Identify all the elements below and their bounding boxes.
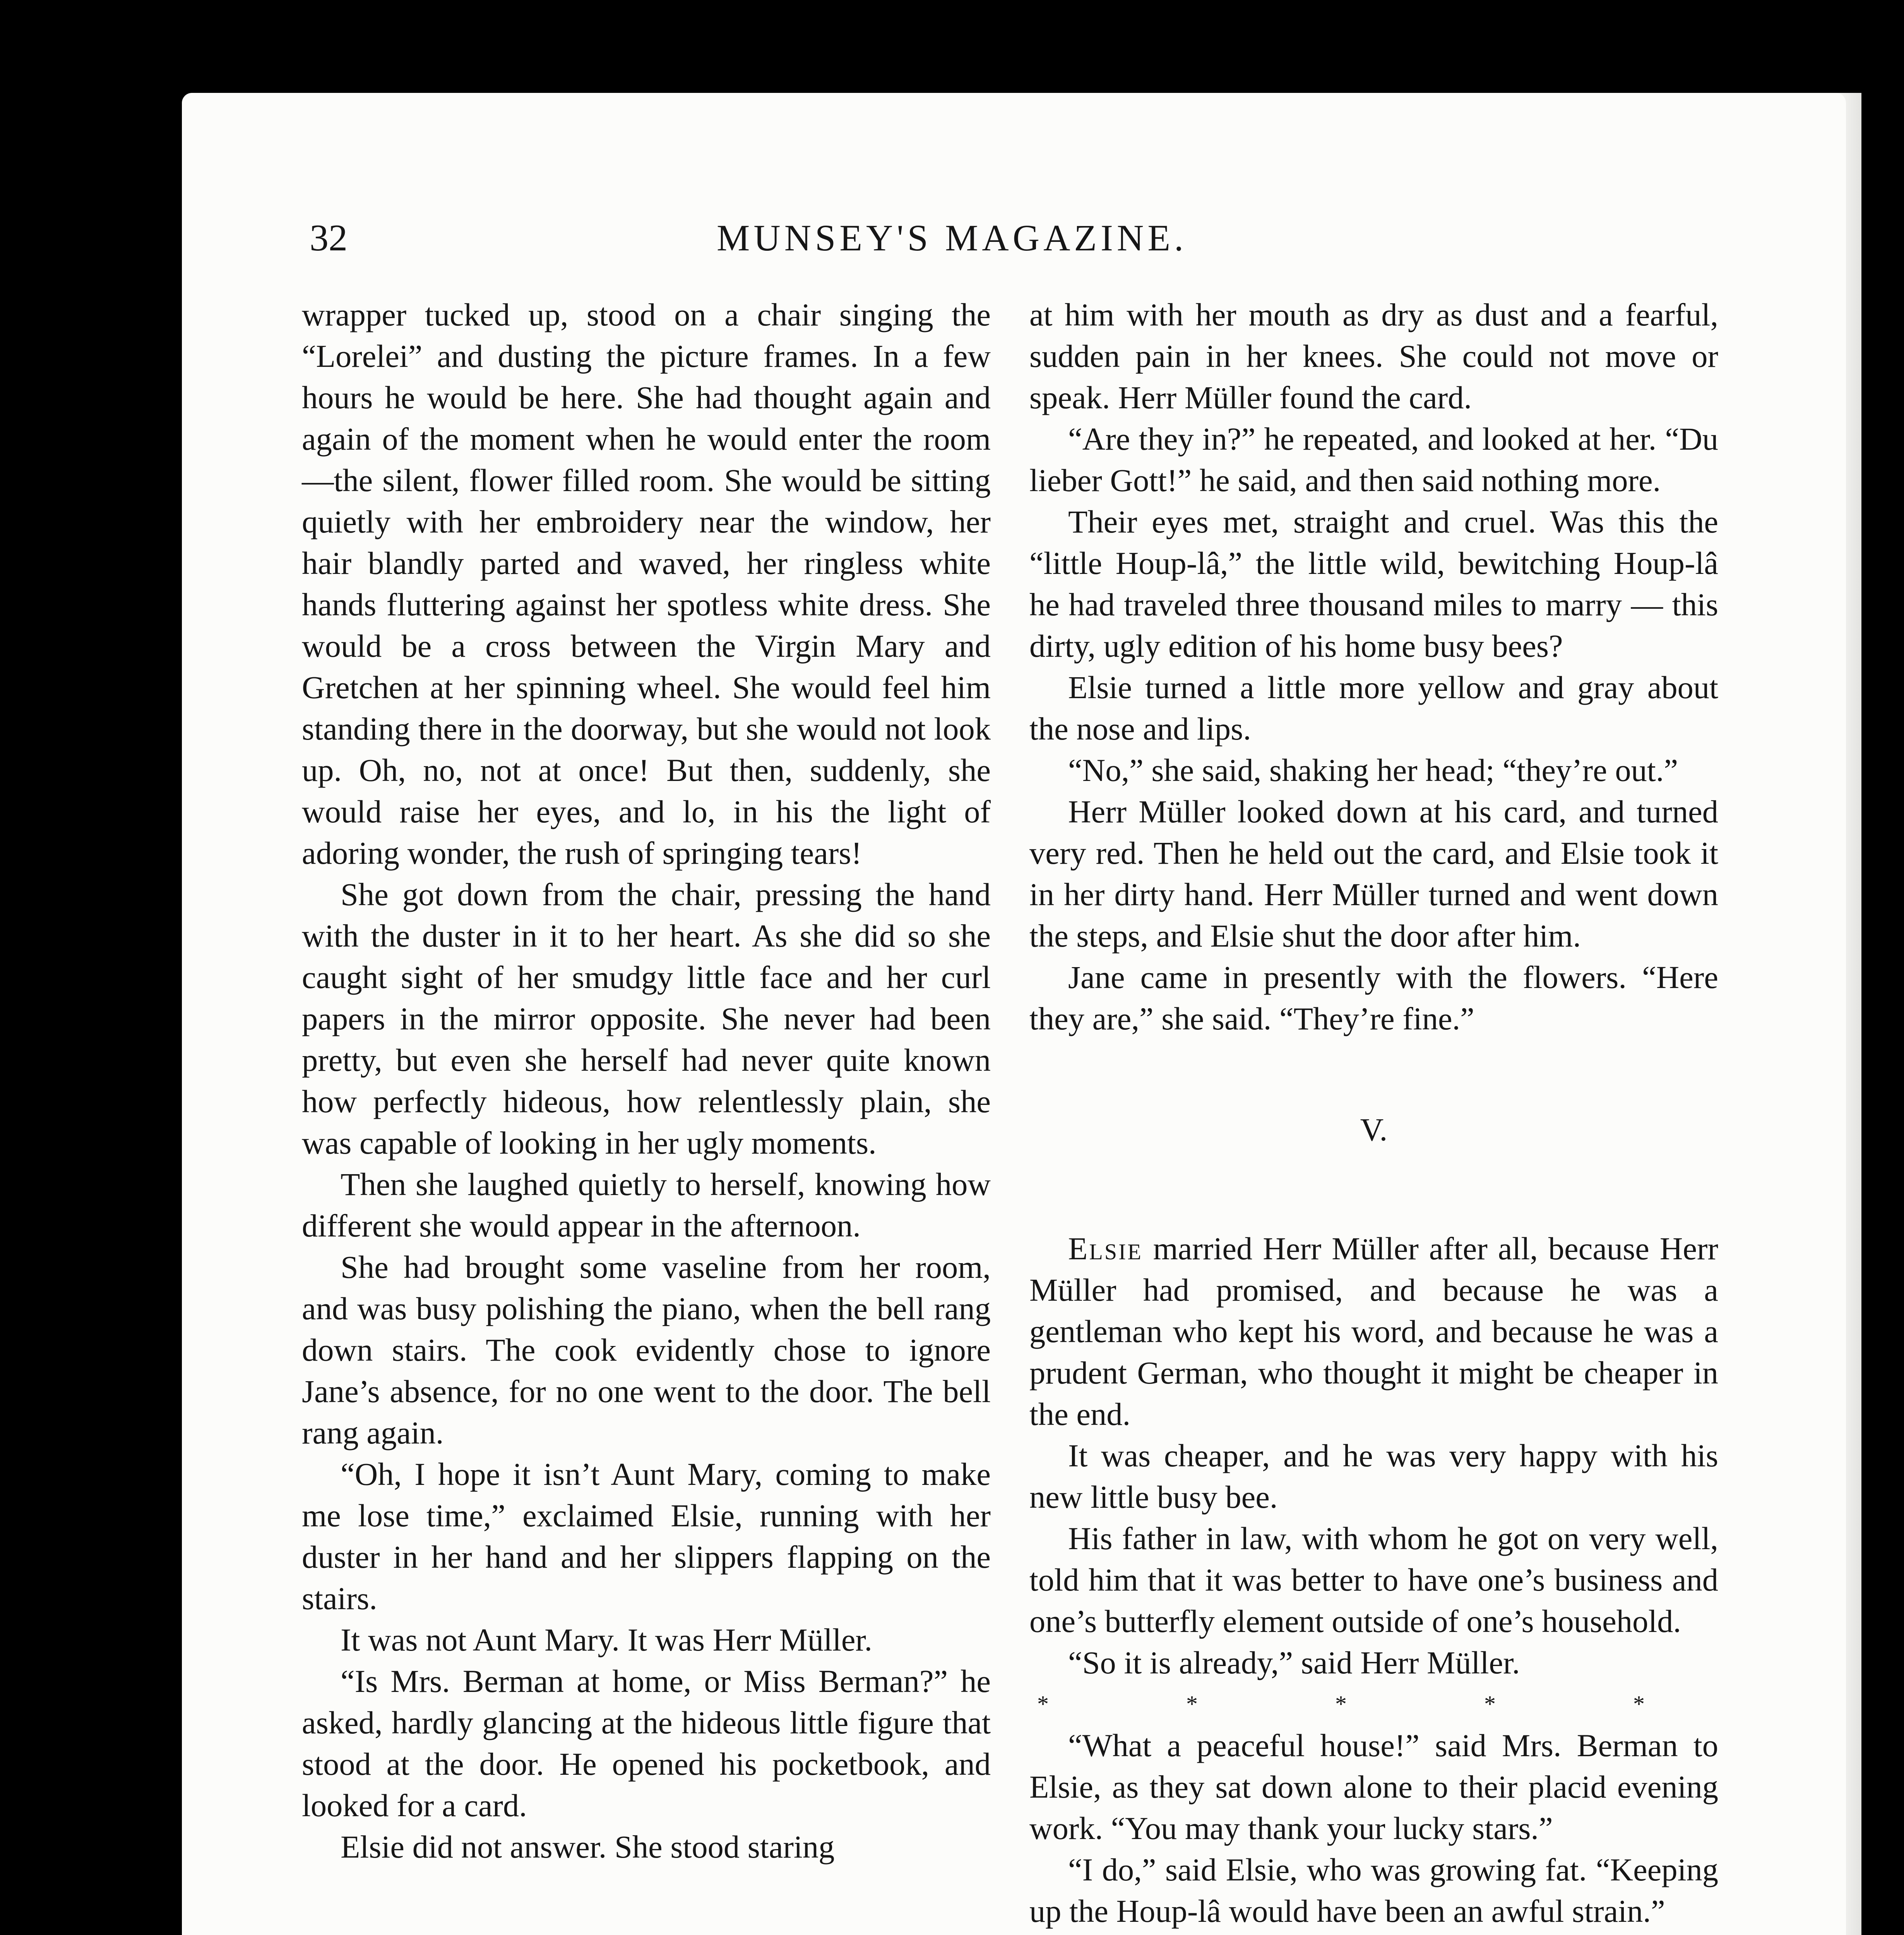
right-column [1029, 294, 1718, 1932]
paragraph: She had brought some vaseline from her room, and was busy polishing the piano, when the bell rang down stairs. The cook evidently chose to ignore Jane’s absence, for no one went to the door. The bell rang again. [302, 1249, 991, 1450]
paragraph: wrapper tucked up, stood on a chair singing the “Lorelei” and dusting the picture frames. In a few hours he would be here. She had thought again and again of the moment when he would enter the room—the silent, flower filled room. She would be sitting quietly with her embroidery near the window, her hair blandly parted and waved, her ringless white hands fluttering against her spotless white dress. She would be a cross between the Virgin Mary and Gretchen at her spinning wheel. She would feel him standing there in the doorway, but she would not look up. Oh, no, not at once! But then, suddenly, she would raise her eyes, and lo, in his the light of adoring wonder, the rush of springing tears! [302, 297, 991, 871]
paragraph: “No,” she said, shaking her head; “they’re out.” [1068, 752, 1678, 788]
section-break-stars: * * * * * [1037, 1691, 1711, 1717]
right-column-top [1029, 294, 1718, 1039]
paragraph: Then she laughed quietly to herself, knowing how different she would appear in the afternoon. [302, 1166, 991, 1243]
paragraph: “Is Mrs. Berman at home, or Miss Berman?” he asked, hardly glancing at the hideous little figure that stood at the door. He opened his pocketbook, and looked for a card. [302, 1663, 991, 1823]
paragraph: “Oh, I hope it isn’t Aunt Mary, coming to make me lose time,” exclaimed Elsie, running with her duster in her hand and her slippers flapping on the stairs. [302, 1456, 991, 1616]
page-header [310, 215, 1594, 261]
paragraph: Elsie turned a little more yellow and gray about the nose and lips. [1029, 670, 1718, 747]
paragraph: It was cheaper, and he was very happy with his new little busy bee. [1029, 1438, 1718, 1515]
paragraph: Herr Müller looked down at his card, and turned very red. Then he held out the card, and Elsie took it in her dirty hand. Herr Müller turned and went down the steps, and Elsie shut the door after him. [1029, 794, 1718, 954]
paragraph: Their eyes met, straight and cruel. Was this the “little Houp-lâ,” the little wild, bewitching Houp-lâ he had traveled three thousand miles to marry — this dirty, ugly edition of his home busy bees? [1029, 504, 1718, 664]
paragraph: She got down from the chair, pressing the hand with the duster in it to her heart. As she did so she caught sight of her smudgy little face and her curl papers in the mirror opposite. She never had been pretty, but even she herself had never quite known how perfectly hideous, how relentlessly plain, she was capable of looking in her ugly moments. [302, 877, 991, 1161]
paragraph: “Are they in?” he repeated, and looked at her. “Du lieber Gott!” he said, and then said nothing more. [1029, 421, 1718, 498]
paragraph: It was not Aunt Mary. It was Herr Müller. [341, 1622, 872, 1658]
running-head: MUNSEY'S MAGAZINE. [717, 217, 1187, 259]
paragraph: Elsie married Herr Müller after all, because Herr Müller had promised, and because he was a gentleman who kept his word, and because he was a prudent German, who thought it might be cheaper in the end. [1029, 1231, 1718, 1432]
paragraph: at him with her mouth as dry as dust and a fearful, sudden pain in her knees. She could not move or speak. Herr Müller found the card. [1029, 297, 1718, 415]
paragraph: “So it is already,” said Herr Müller. [1068, 1645, 1520, 1680]
paragraph: His father in law, with whom he got on very well, told him that it was better to have one’s business and one’s butterfly element outside of one’s household. [1029, 1521, 1718, 1639]
section-heading: V. [1360, 1112, 1388, 1148]
left-column [302, 294, 991, 1868]
paragraph: “I do,” said Elsie, who was growing fat. “Keeping up the Houp-lâ would have been an awful strain.” [1029, 1852, 1718, 1929]
page-number: 32 [310, 217, 348, 259]
paragraph: “What a peaceful house!” said Mrs. Berman to Elsie, as they sat down alone to their placid evening work. “You may thank your lucky stars.” [1029, 1728, 1718, 1846]
section-lead-word: Elsie [1068, 1231, 1143, 1266]
paragraph: Jane came in presently with the flowers. “Here they are,” she said. “They’re fine.” [1029, 959, 1718, 1036]
right-column-bottom [1029, 1228, 1718, 1683]
right-column-end [1029, 1725, 1718, 1932]
paragraph: Elsie did not answer. She stood staring [341, 1829, 835, 1865]
